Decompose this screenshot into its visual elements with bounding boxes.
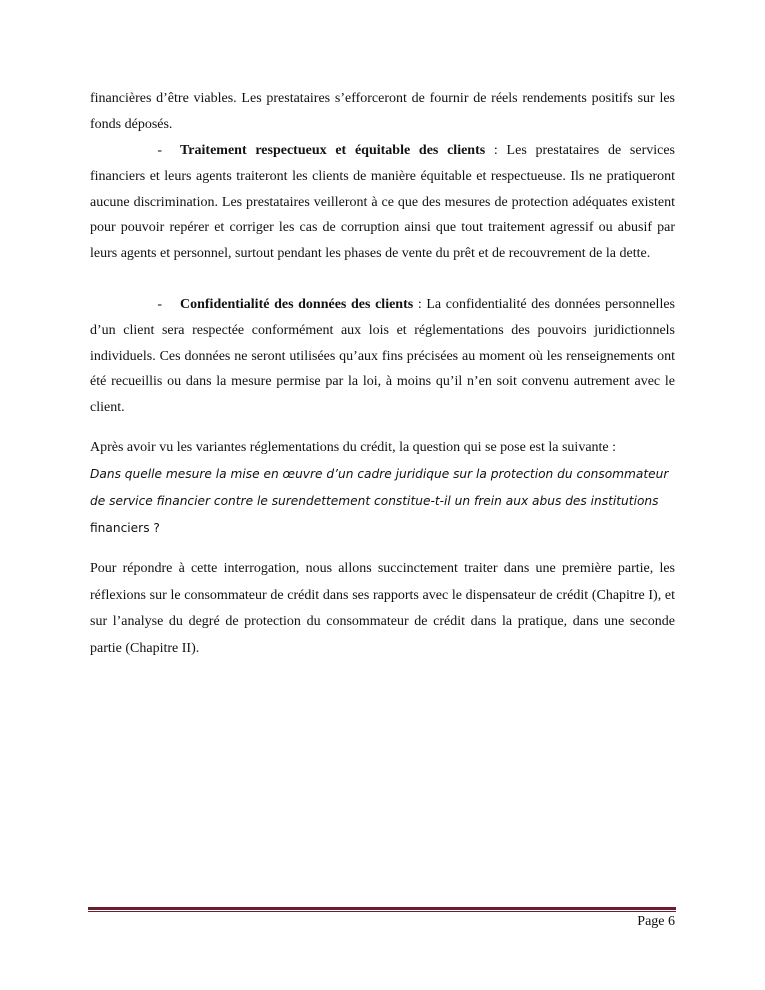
bullet-text: : La confidentialité des données personnelles d’un client sera respectée conformément aux lois et réglementations des pouvoirs juridictionnels individuels. Ces données ne seront utilisées qu’aux fins précisées au moment où les renseignements ont été recueillis ou dans la mesure permise par la loi, à moins qu’il n’en soit convenu autrement avec le client. xyxy=(90,297,676,416)
research-question xyxy=(90,461,675,542)
paragraph-plan: Pour répondre à cette interrogation, nous allons succinctement traiter dans une première partie, les réflexions sur le consommateur de crédit dans ses rapports avec le dispensateur de crédit (Chapitre I), et sur l’analyse du degré de protection du consommateur de crédit dans la pratique, dans une seconde partie (Chapitre II). xyxy=(90,561,675,656)
footer-rule-thick xyxy=(88,907,676,910)
bullet-heading: Traitement respectueux et équitable des clients xyxy=(180,143,486,158)
question-intro: Après avoir vu les variantes réglementations du crédit, la question qui se pose est la suivante : xyxy=(90,440,617,455)
paragraph-intro: financières d’être viables. Les prestataires s’efforceront de fournir de réels rendements positifs sur les fonds déposés. xyxy=(90,91,675,132)
bullet-dash: - xyxy=(157,297,162,312)
bullet-heading: Confidentialité des données des clients xyxy=(180,297,414,312)
bullet-data-privacy xyxy=(90,292,675,421)
bullet-text: : Les prestataires de services financiers et leurs agents traiteront les clients de manière équitable et respectueuse. Ils ne pratiqueront aucune discrimination. Les prestataires veilleront à ce que des mesures de protection adéquates existent pour pouvoir repérer et corriger les cas de corruption ainsi que tout traitement agressif ou abusif par leurs agents et personnel, surtout pendant les phases de vente du prêt et de recouvrement de la dette. xyxy=(90,143,676,262)
bullet-fair-treatment xyxy=(90,138,675,267)
research-question-italic: Dans quelle mesure la mise en œuvre d’un cadre juridique sur la protection du consommateur de service financier contre le surendettement constitue-t-il un frein aux abus des institutions xyxy=(90,467,669,508)
bullet-dash: - xyxy=(157,143,162,158)
page-number: Page 6 xyxy=(637,914,675,929)
footer-rule-thin xyxy=(88,911,676,912)
research-question-end: financiers ? xyxy=(90,521,160,535)
